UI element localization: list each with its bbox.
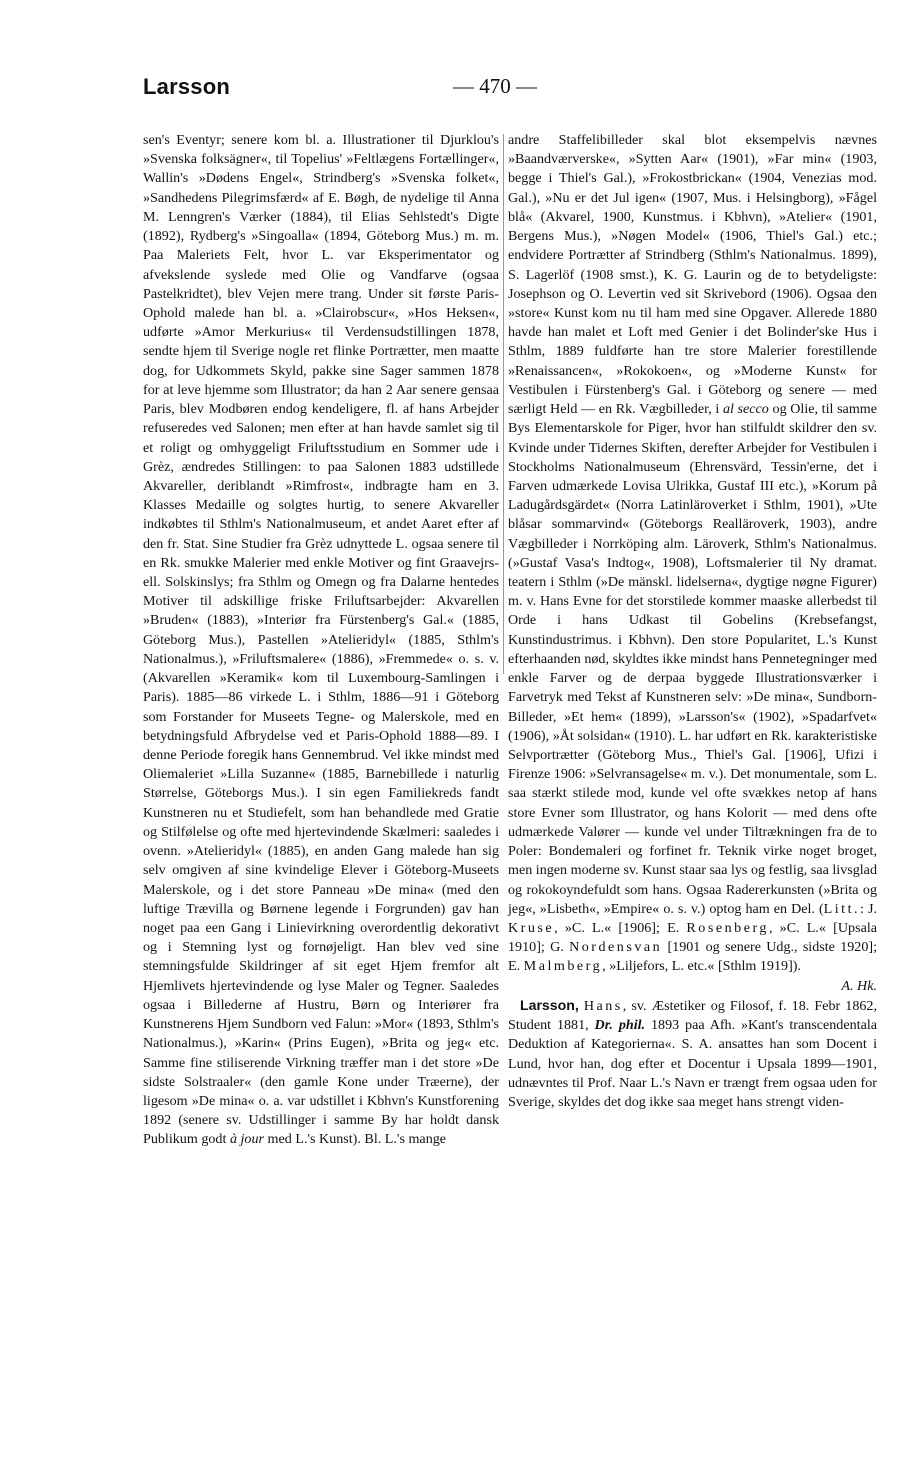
article-signature: A. Hk. (841, 977, 877, 994)
author-malmberg: Malmberg (523, 958, 603, 975)
entry-headword: Larsson, (520, 996, 579, 1013)
italic-phrase: à jour (229, 1131, 265, 1148)
entry-text-cont: 1893 paa Afh. »Kant's transcendentala Deduktion af Kategorierna«. S. A. ansattes han som Docent i Lund, hvor han, dog efter et Docentur i Upsala 1899—1901, udnævntes til Prof. Naar L.'s Navn er trængt frem ogsaa uden for Sverige, skyldes det dog ikke saa meget hans strengt viden- (508, 1017, 877, 1110)
entry-text: , sv. Æstetiker og Filosof, f. 18. Febr 1862, Student 1881, (508, 997, 877, 1034)
article-body-right-2: og Olie, til samme Bys Elementarskole for Piger, hvor han stilfuldt skildrer den sv. Kvinde under Tidernes Skiften, derefter Arbejder for Vestibulen i Stockholms Nationalmuseum (Ehrensvärd, Tessin'erne, det i Farven udmærkede Lovisa Ulrikka, Gustaf III etc.), »Korum på Ladugårdsgärdet« (Norra Latinläroverket i Sthlm, 1901), »Ute blåsar sommarvind« (Göteborgs Realläroverk, 1903), andre Vægbilleder i Norrköping alm. Läroverk, Sthlm's Nationalmus. (»Gustaf Vasa's Indtog«, 1908), Loftsmalerier til Ny dramat. teatern i Sthlm (»De mänskl. lidelserna«, dygtige nøgne Figurer) m. v. Hans Evne for det storstilede kommer maaske allerbedst til Orde i hans Udkast til Gobelins (Krebsefangst, Kunstindustrimus. i Kbhvn). Den store Popularitet, L.'s Kunst efterhaanden nød, skyldtes ikke mindst hans Pennetegninger med enkle Farver og de derpaa byggede Illustrationsværker i Farvetryk med Tekst af Kunstneren selv: »De mina«, Sundborn-Billeder, »Et hem« (1899), »Larsson's« (1902), »Spadarfvet« (1906), »Åt solsidan« (1910). L. har udført en Rk. karakteristiske Selvportrætter (Göteborg Mus., Thiel's Gal. [1906], Ufizi i Firenze 1906: »Selvransagelse« m. v.). Det monumentale, som L. saa stærkt stilede mod, kunde vel ofte svækkes netop af hans store Evner som Illustrator, og hans Kolorit — med dens ofte udmærkede Valører — kunde vel under Tiltrækningen fra de to Poler: Bondemaleri og forfinet fr. Teknik virke noget broget, men ingen moderne sv. Kunst staar saa lys og festlig, saa livsglad og rokokoyndefuldt som hans. Ogsaa Radererkunsten (»Brita og jeg«, »Lisbeth«, »Empire« o. s. v.) optog ham en Del. ( (508, 401, 877, 917)
literature-text: , »C. L.« [1906]; E. (554, 919, 680, 936)
right-column (508, 131, 877, 1112)
degree: Dr. phil. (594, 1017, 646, 1034)
italic-phrase: al secco (722, 401, 769, 418)
author-rosenberg: Rosenberg (686, 919, 769, 936)
page-number: — 470 — (453, 74, 537, 98)
article-body-left-end: med L.'s Kunst). Bl. L.'s mange (267, 1131, 447, 1148)
running-head-entry: Larsson (143, 74, 230, 99)
article-text (143, 131, 499, 1150)
literature-text: : J. (860, 900, 877, 917)
author-kruse: Kruse (508, 919, 555, 936)
article-text-continued (508, 131, 877, 977)
literature-label: Litt. (823, 900, 861, 917)
article-body-left: sen's Eventyr; senere kom bl. a. Illustrationer til Djurklou's »Svenska folksägner«, til Topelius' »Feltlægens Fortællinger«, Wallin's »Dødens Engel«, Strindberg's »Svenska folket«, »Sandhedens Pilegrimsfærd« af E. Bøgh, de nydelige til Anna M. Lenngren's Værker (1884), til Elias Sehlstedt's Digte (1892), Rydberg's »Singoalla« (1894, Göteborg Mus.) m. m. Paa Maleriets Felt, hvor L. var Eksperimentator og afvekslende syslede med Olie og Vandfarve (ogsaa Pastelkridtet), blev Vejen mere trang. Under sit første Paris-Ophold malede han bl. a. »Clairobscur«, »Hos Heksen«, udførte »Amor Merkurius« til Verdensudstillingen 1878, sendte hjem til Sverige nogle ret flinke Portrætter, men maatte dog, for Udkommets Skyld, pakke sine Sager sammen 1878 for at leve hjemme som Illustrator; da han 2 Aar senere gensaa Paris, blev Modbøren endog kendeligere, fl. af hans Arbejder refuseredes ved Salonen; men efter at han havde samlet sig til et roligt og omhyggeligt Friluftsstudium en Sommer ude i Grèz, ændredes Stillingen: to paa Salonen 1883 udstillede Akvareller, deriblandt »Rimfrost«, indbragte ham en 3. Klasses Medaille og solgtes hurtig, to senere Akvareller indkøbtes til Sthlm's Nationalmuseum, et andet Aaret efter af den fr. Stat. Sine Studier fra Grèz udnyttede L. ogsaa senere til en Rk. smukke Malerier med enkle Motiver og fint Graavejrs- ell. Solskinslys; fra Sthlm og Omegn og fra Dalarne hentedes Motiver til adskillige friske Friluftsarbejder: Akvarellen »Bruden« (1883), »Interiør fra Fürstenberg's Gal.« (1885, Göteborg Mus.), Pastellen »Atelieridyl« (1885, Sthlm's Nationalmus.), »Friluftsmalere« (1886), »Fremmede« o. s. v. (Akvarellen »Keramik« kom til Luxembourg-Samlingen i Paris). 1885—86 virkede L. i Sthlm, 1886—91 i Göteborg som Forstander for Museets Tegne- og Malerskole, med en betydningsfuld Afbrydelse ved et Paris-Ophold 1888—89. I denne Periode foregik hans Gennembrud. Vel ikke mindst med Oliemaleriet »Lilla Suzanne« (1885, Barnebillede i naturlig Størrelse, Göteborgs Mus.). I sin egen Familiekreds fandt Kunstneren nu et Studiefelt, som han behandlede med Gratie og Stilfølelse og ofte med hjertevindende Skælmeri: saaledes i ovenn. »Atelieridyl« (1885), en anden Gang malede han sig selv omgiven af sine kvindelige Elever i Göteborg-Museets Malerskole, og i det store Panneau »De mina« (med den luftige Trævilla og Børnene legende i Forgrunden) gav han noget paa een Gang i Linievirkning overordentlig dekorativt og i Stemning lyst og fornøjeligt. Han blev ved sine stemningsfulde Skildringer af sit eget Hjem fremfor alt Hjemlivets hjertevindende og lyse Maler og Tegner. Saaledes ogsaa i Billederne af Hustru, Børn og Interiører fra Kunstnerens Hjem Sundborn ved Falun: »Mor« (1893, Sthlm's Nationalmus.), »Karin« (Prins Eugen), »Brita og jeg« etc. Samme fine stiliserende Virkning træffer man i det store »De sidste Solstraaler« (den gamle Kone under Træerne), der ligesom »De mina« o. a. var udstillet i Kbhvn's Kunstforening 1892 (senere sv. Udstillinger i samme By har holdt dansk Publikum godt (143, 132, 499, 1148)
article-body-right-1: andre Staffelibilleder skal blot eksempelvis nævnes »Baandværverske«, »Sytten Aar« (1901), »Far min« (1903, begge i Thiel's Gal.), »Frokostbrickan« (1904, Venezias mod. Gal.), »Nu er det Jul igen« (1907, Mus. i Helsingborg), »Fågel blå« (Akvarel, 1900, Kunstmus. i Kbhvn), »Atelier« (1901, Bergens Mus.), »Nøgen Model« (1906, Thiel's Gal.) etc.; endvidere Portrætter af Strindberg (Sthlm's Nationalmus. 1899), S. Lagerlöf (1908 smst.), K. G. Laurin og de to betydeligste: Josephson og O. Levertin ved sit Skrivebord (1906). Ogsaa den »store« Kunst kom nu til ham med sine Opgaver. Allerede 1880 havde han malet et Loft med Genier i det Bolinder'ske Hus i Sthlm, 1889 fuldførte han tre store Malerier forestillende »Renaissancen«, »Rokokoen«, og »Moderne Kunst« for Vestibulen i Fürstenberg's Gal. i Göteborg og senere — med særligt Held — en Rk. Vægbilleder, i (508, 132, 877, 418)
entry-given-name: Hans (583, 997, 623, 1014)
page-header (143, 74, 883, 106)
column-divider (503, 134, 504, 674)
left-column (143, 131, 499, 1150)
literature-text: , »C. L.« [Upsala 1910]; G. (508, 919, 877, 956)
author-nordensvan: Nordensvan (569, 939, 663, 956)
entry-hans-larsson (508, 996, 877, 1112)
literature-text: [1901 og senere Udg., sidste 1920]; E. (508, 939, 877, 975)
literature-text: , »Liljefors, L. etc.« [Sthlm 1919]). (602, 958, 801, 975)
